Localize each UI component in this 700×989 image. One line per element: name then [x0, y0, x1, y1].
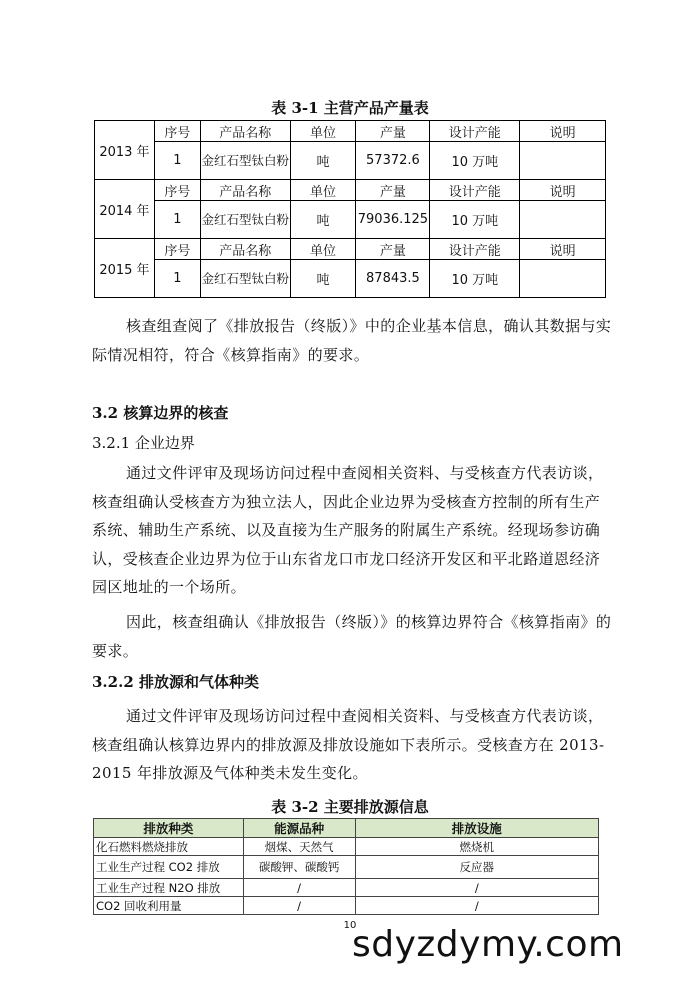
header-no: 序号: [154, 180, 200, 201]
header-facility: 排放设施: [355, 819, 598, 838]
row-output: 87843.5: [356, 260, 430, 298]
header-output: 产量: [356, 180, 430, 201]
row-unit: 吨: [290, 260, 356, 298]
cell-emission-type: 化石燃料燃烧排放: [94, 838, 244, 856]
table-row: [94, 897, 599, 915]
table-header-row: [95, 239, 606, 260]
table1-caption: 表 3-1 主营产品产量表: [271, 99, 429, 117]
table2-caption: 表 3-2 主要排放源信息: [271, 798, 429, 816]
table-row: [95, 201, 606, 239]
paragraph-company-boundary: 通过文件评审及现场访问过程中查阅相关资料、与受核查方代表访谈，核查组确认受核查方为独立法人，因此企业边界为受核查方控制的所有生产系统、辅助生产系统、以及直接为生产服务的附属生产系统。经现场参访确认，受核查企业边界为位于山东省龙口市龙口经济开发区和平北路道恩经济园区地址的一个场所。: [92, 464, 604, 597]
cell-facility: /: [355, 897, 598, 915]
row-output: 79036.125: [356, 201, 430, 239]
section-heading-3-2: 3.2 核算边界的核查: [92, 404, 229, 422]
header-note: 说明: [520, 180, 606, 201]
header-note: 说明: [520, 239, 606, 260]
cell-energy-type: /: [243, 897, 355, 915]
header-emission-type: 排放种类: [94, 819, 244, 838]
row-unit: 吨: [290, 201, 356, 239]
production-table: [94, 120, 606, 298]
row-product: 金红石型钛白粉: [200, 142, 290, 180]
cell-energy-type: 烟煤、天然气: [243, 838, 355, 856]
header-unit: 单位: [290, 180, 356, 201]
cell-emission-type: 工业生产过程 N2O 排放: [94, 879, 244, 897]
row-product: 金红石型钛白粉: [200, 201, 290, 239]
cell-facility: 燃烧机: [355, 838, 598, 856]
row-note: [520, 201, 606, 239]
row-note: [520, 260, 606, 298]
table-row: [94, 856, 599, 879]
header-capacity: 设计产能: [430, 121, 520, 142]
cell-facility: /: [355, 879, 598, 897]
row-no: 1: [154, 201, 200, 239]
row-output: 57372.6: [356, 142, 430, 180]
header-no: 序号: [154, 239, 200, 260]
header-note: 说明: [520, 121, 606, 142]
cell-facility: 反应器: [355, 856, 598, 879]
cell-emission-type: 工业生产过程 CO2 排放: [94, 856, 244, 879]
row-no: 1: [154, 260, 200, 298]
cell-energy-type: 碳酸钾、碳酸钙: [243, 856, 355, 879]
row-unit: 吨: [290, 142, 356, 180]
year-cell: 2014 年: [95, 180, 155, 239]
header-output: 产量: [356, 239, 430, 260]
table-header-row: [94, 819, 599, 838]
table-row: [95, 260, 606, 298]
header-capacity: 设计产能: [430, 239, 520, 260]
header-product: 产品名称: [200, 180, 290, 201]
row-capacity: 10 万吨: [430, 201, 520, 239]
row-note: [520, 142, 606, 180]
year-cell: 2015 年: [95, 239, 155, 298]
cell-emission-type: CO2 回收利用量: [94, 897, 244, 915]
table-row: [95, 142, 606, 180]
header-no: 序号: [154, 121, 200, 142]
header-unit: 单位: [290, 239, 356, 260]
header-energy-type: 能源品种: [243, 819, 355, 838]
page-number: 10: [343, 920, 357, 931]
watermark-text: sdyzdymy.com: [352, 924, 624, 965]
emission-source-table: [93, 818, 599, 915]
row-capacity: 10 万吨: [430, 142, 520, 180]
table-row: [94, 838, 599, 856]
paragraph-emission-sources: 通过文件评审及现场访问过程中查阅相关资料、与受核查方代表访谈，核查组确认核算边界内的排放源及排放设施如下表所示。受核查方在 2013-2015 年排放源及气体种类未发生变化。: [92, 707, 605, 783]
header-product: 产品名称: [200, 121, 290, 142]
header-capacity: 设计产能: [430, 180, 520, 201]
header-unit: 单位: [290, 121, 356, 142]
header-output: 产量: [356, 121, 430, 142]
table-header-row: [95, 121, 606, 142]
row-capacity: 10 万吨: [430, 260, 520, 298]
header-product: 产品名称: [200, 239, 290, 260]
table-header-row: [95, 180, 606, 201]
row-product: 金红石型钛白粉: [200, 260, 290, 298]
section-heading-3-2-2: 3.2.2 排放源和气体种类: [92, 673, 259, 691]
row-no: 1: [154, 142, 200, 180]
year-cell: 2013 年: [95, 121, 155, 180]
paragraph-company-info: 核查组查阅了《排放报告（终版）》中的企业基本信息，确认其数据与实际情况相符，符合《核算指南》的要求。: [92, 317, 612, 364]
paragraph-boundary-conclusion: 因此，核查组确认《排放报告（终版）》的核算边界符合《核算指南》的要求。: [92, 613, 612, 660]
section-heading-3-2-1: 3.2.1 企业边界: [92, 434, 195, 452]
cell-energy-type: /: [243, 879, 355, 897]
table-row: [94, 879, 599, 897]
